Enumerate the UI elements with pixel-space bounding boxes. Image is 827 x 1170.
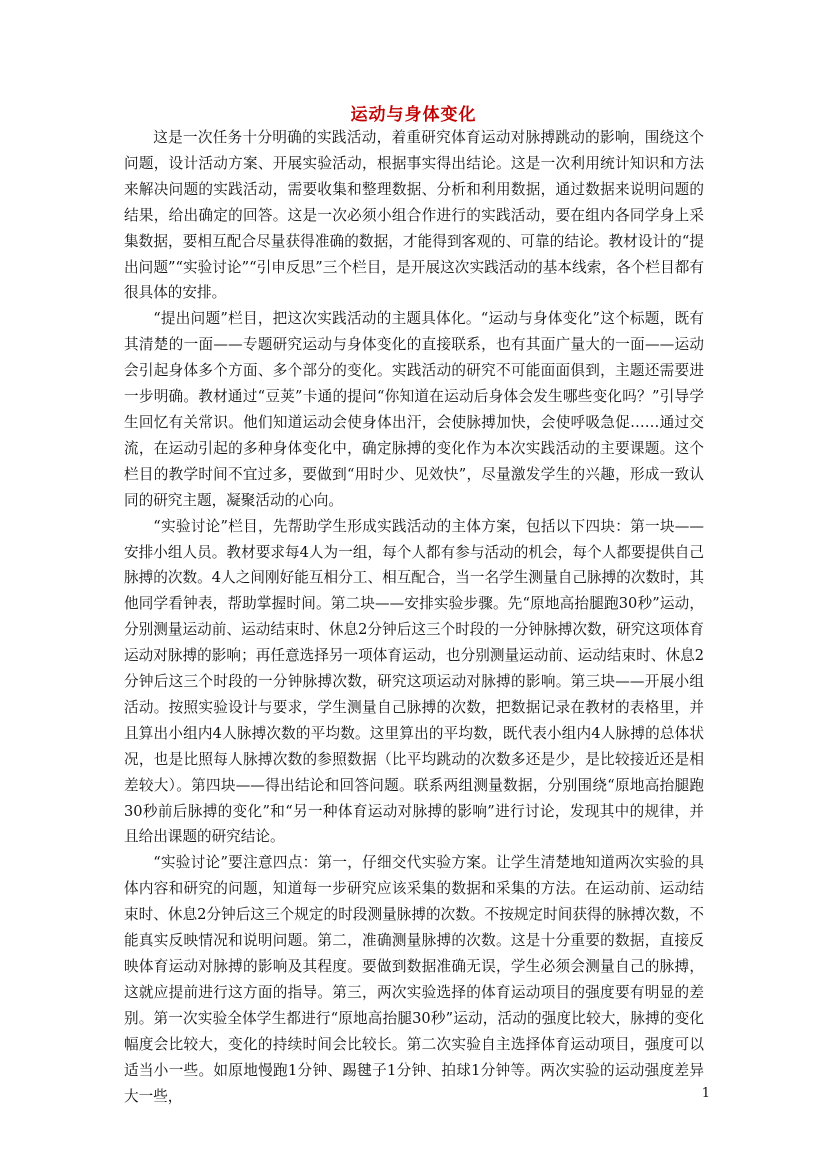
paragraph: 这是一次任务十分明确的实践活动，着重研究体育运动对脉搏跳动的影响，围绕这个问题，设计活动方案、开展实验活动，根据事实得出结论。这是一次利用统计知识和方法来解决问题的实践活动，需要收集和整理数据、分析和利用数据，通过数据来说明问题的结果，给出确定的回答。这是一次必须小组合作进行的实践活动，要在组内各同学身上采集数据，要相互配合尽量获得准确的数据，才能得到客观的、可靠的结论。教材设计的“提出问题”“实验讨论”“引申反思”三个栏目，是开展这次实践活动的基本线索，各个栏目都有很具体的安排。	[124, 129, 704, 302]
paragraph: “实验讨论”栏目，先帮助学生形成实践活动的主体方案，包括以下四块：第一块——安排小组人员。教材要求每4人为一组，每个人都有参与活动的机会，每个人都要提供自己脉搏的次数。4人之间刚好能互相分工、相互配合，当一名学生测量自己脉搏的次数时，其他同学看钟表，帮助掌握时间。第二块——安排实验步骤。先“原地高抬腿跑30秒”运动，分别测量运动前、运动结束时、休息2分钟后这三个时段的一分钟脉搏次数，研究这项体育运动对脉搏的影响；再任意选择另一项体育运动，也分别测量运动前、运动结束时、休息2分钟后这三个时段的一分钟脉搏次数，研究这项运动对脉搏的影响。第三块——开展小组活动。按照实验设计与要求，学生测量自己脉搏的次数，把数据记录在教材的表格里，并且算出小组内4人脉搏次数的平均数。这里算出的平均数，既代表小组内4人脉搏的总体状况，也是比照每人脉搏次数的参照数据（比平均跳动的次数多还是少，是比较接近还是相差较大）。第四块——得出结论和回答问题。联系两组测量数据，分别围绕“原地高抬腿跑30秒前后脉搏的变化”和“另一种体育运动对脉搏的影响”进行讨论，发现其中的规律，并且给出课题的研究结论。	[124, 517, 704, 846]
page-number: 1	[701, 1086, 710, 1101]
document-title: 运动与身体变化	[350, 105, 477, 125]
paragraph: “提出问题”栏目，把这次实践活动的主题具体化。“运动与身体变化”这个标题，既有其清楚的一面——专题研究运动与身体变化的直接联系，也有其面广量大的一面——运动会引起身体多个方面、多个部分的变化。实践活动的研究不可能面面俱到，主题还需要进一步明确。教材通过“豆荚”卡通的提问“你知道在运动后身体会发生哪些变化吗？”引导学生回忆有关常识。他们知道运动会使身体出汗，会使脉搏加快，会使呼吸急促……通过交流，在运动引起的多种身体变化中，确定脉搏的变化作为本次实践活动的主要课题。这个栏目的教学时间不宜过多，要做到“用时少、见效快”，尽量激发学生的兴趣，形成一致认同的研究主题，凝聚活动的心向。	[124, 310, 704, 509]
document-body	[124, 125, 704, 1109]
paragraph: “实验讨论”要注意四点：第一，仔细交代实验方案。让学生清楚地知道两次实验的具体内容和研究的问题，知道每一步研究应该采集的数据和采集的方法。在运动前、运动结束时、休息2分钟后这三个规定的时段测量脉搏的次数。不按规定时间获得的脉搏次数，不能真实反映情况和说明问题。第二，准确测量脉搏的次数。这是十分重要的数据，直接反映体育运动对脉搏的影响及其程度。要做到数据准确无误，学生必须会测量自己的脉搏，这就应提前进行这方面的指导。第三，两次实验选择的体育运动项目的强度要有明显的差别。第一次实验全体学生都进行“原地高抬腿30秒”运动，活动的强度比较大，脉搏的变化幅度会比较大，变化的持续时间会比较长。第二次实验自主选择体育运动项目，强度可以适当小一些。如原地慢跑1分钟、踢毽子1分钟、拍球1分钟等。两次实验的运动强度差异大一些，	[124, 854, 704, 1105]
